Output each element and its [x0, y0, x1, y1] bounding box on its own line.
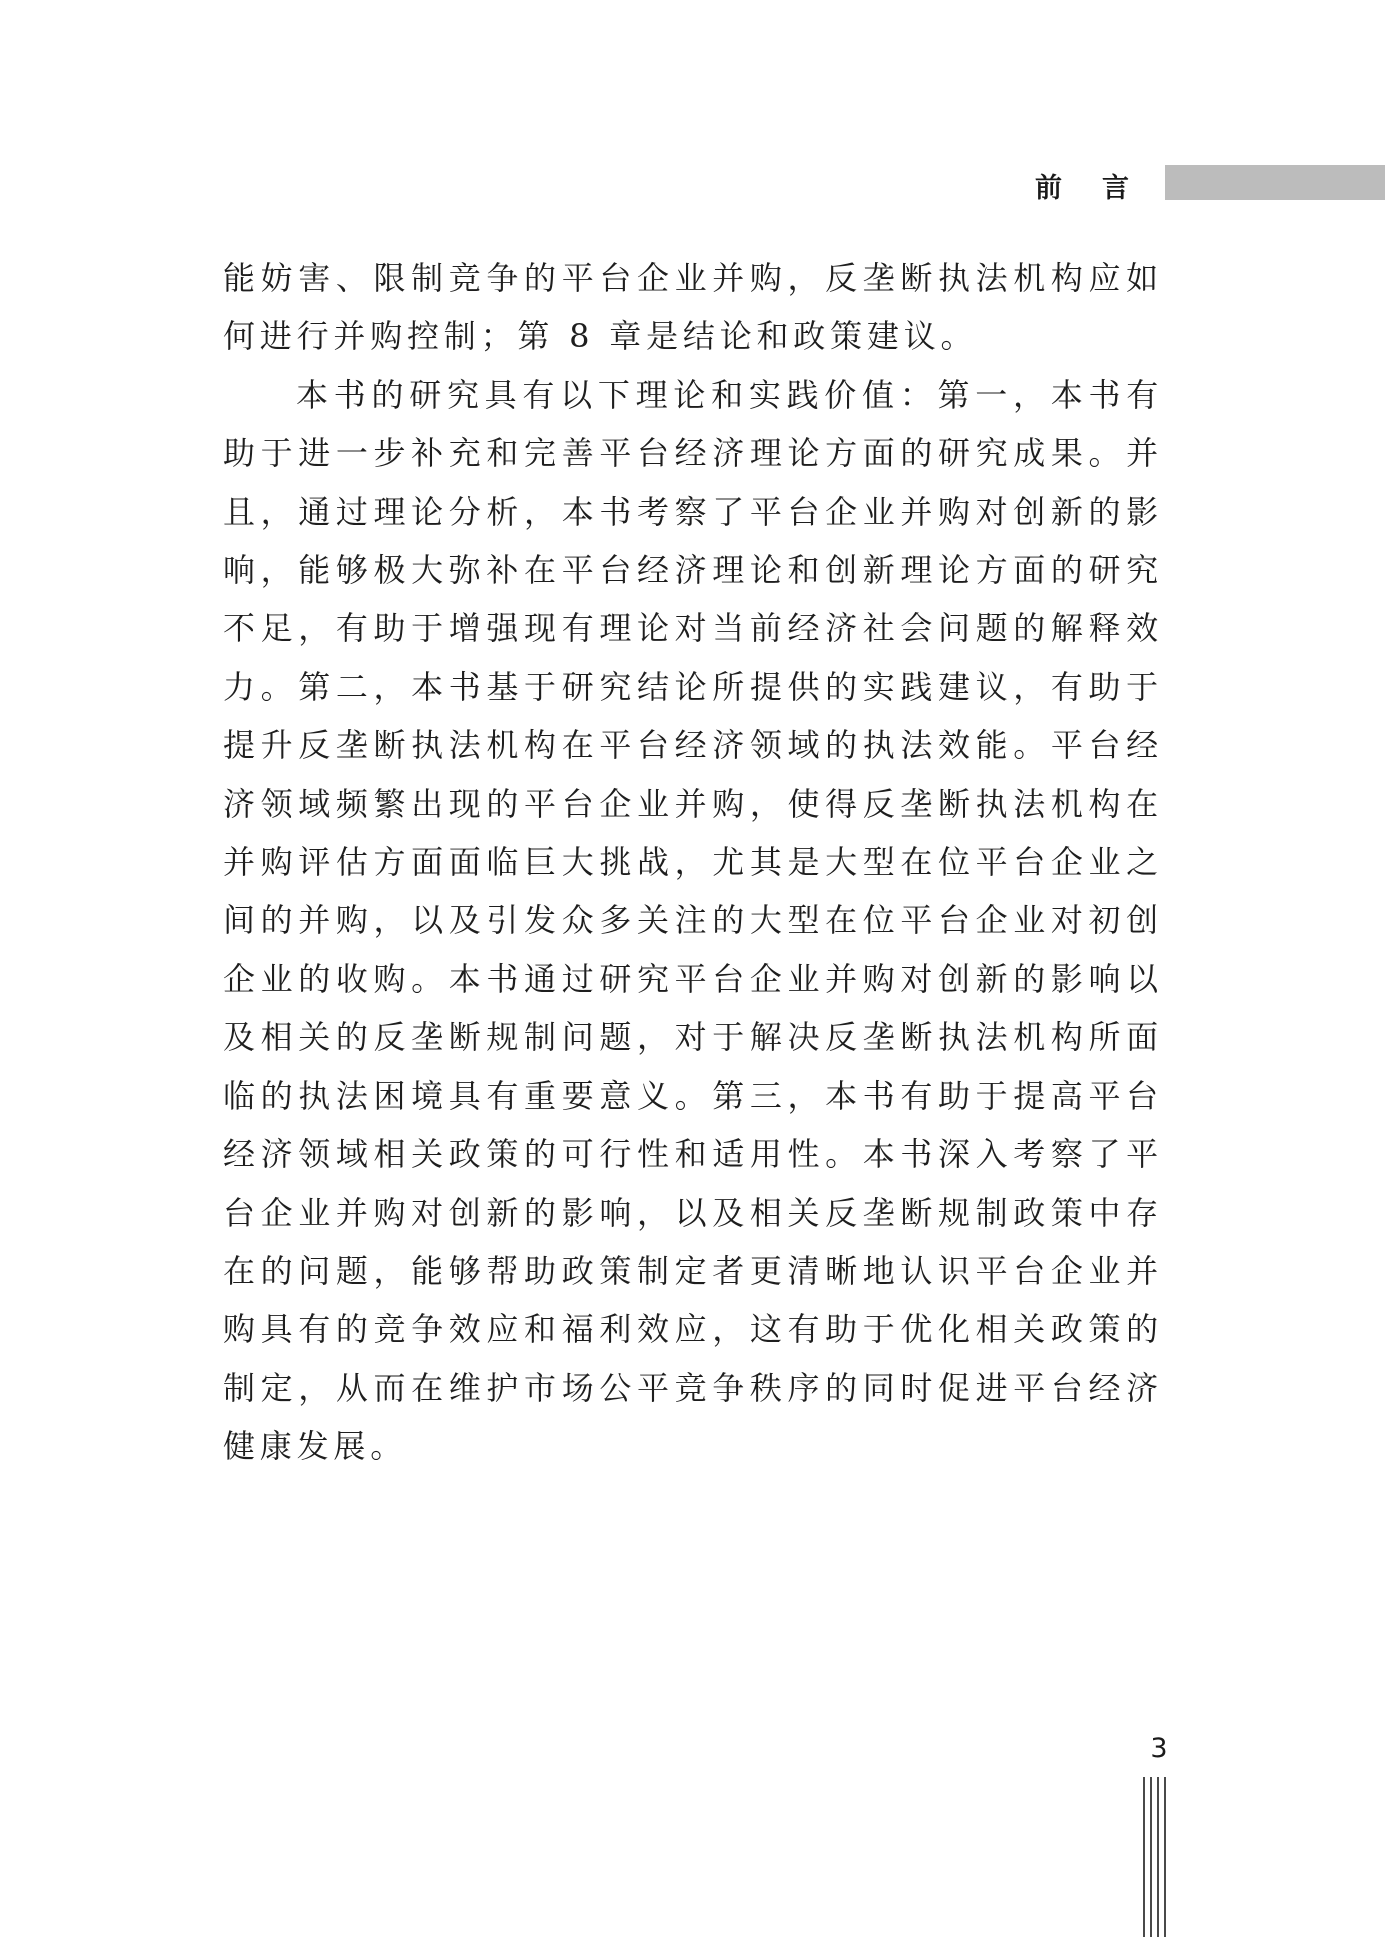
chapter-title [1035, 165, 1129, 205]
chapter-title-char-2: 言 [1102, 172, 1129, 204]
page-number: 3 [1150, 1733, 1168, 1764]
page-edge-lines [1143, 1777, 1167, 1937]
edge-line [1150, 1777, 1152, 1937]
paragraph-continued: 能妨害、限制竞争的平台企业并购，反垄断执法机构应如何进行并购控制；第 8 章是结论和政策建议。 [223, 259, 1163, 356]
body-text [223, 249, 1163, 1476]
paragraph-value: 本书的研究具有以下理论和实践价值：第一，本书有助于进一步补充和完善平台经济理论方面的研究成果。并且，通过理论分析，本书考察了平台企业并购对创新的影响，能够极大弥补在平台经济理论和创新理论方面的研究不足，有助于增强现有理论对当前经济社会问题的解释效力。第二，本书基于研究结论所提供的实践建议，有助于提升反垄断执法机构在平台经济领域的执法效能。平台经济领域频繁出现的平台企业并购，使得反垄断执法机构在并购评估方面面临巨大挑战，尤其是大型在位平台企业之间的并购，以及引发众多关注的大型在位平台企业对初创企业的收购。本书通过研究平台企业并购对创新的影响以及相关的反垄断规制问题，对于解决反垄断执法机构所面临的执法困境具有重要意义。第三，本书有助于提高平台经济领域相关政策的可行性和适用性。本书深入考察了平台企业并购对创新的影响，以及相关反垄断规制政策中存在的问题，能够帮助政策制定者更清晰地认识平台企业并购具有的竞争效应和福利效应，这有助于优化相关政策的制定，从而在维护市场公平竞争秩序的同时促进平台经济健康发展。 [223, 375, 1163, 1466]
chapter-title-char-1: 前 [1035, 172, 1062, 204]
edge-line [1143, 1777, 1145, 1937]
edge-line [1164, 1777, 1166, 1937]
header-tab-bar [1165, 165, 1385, 200]
edge-line [1157, 1777, 1159, 1937]
